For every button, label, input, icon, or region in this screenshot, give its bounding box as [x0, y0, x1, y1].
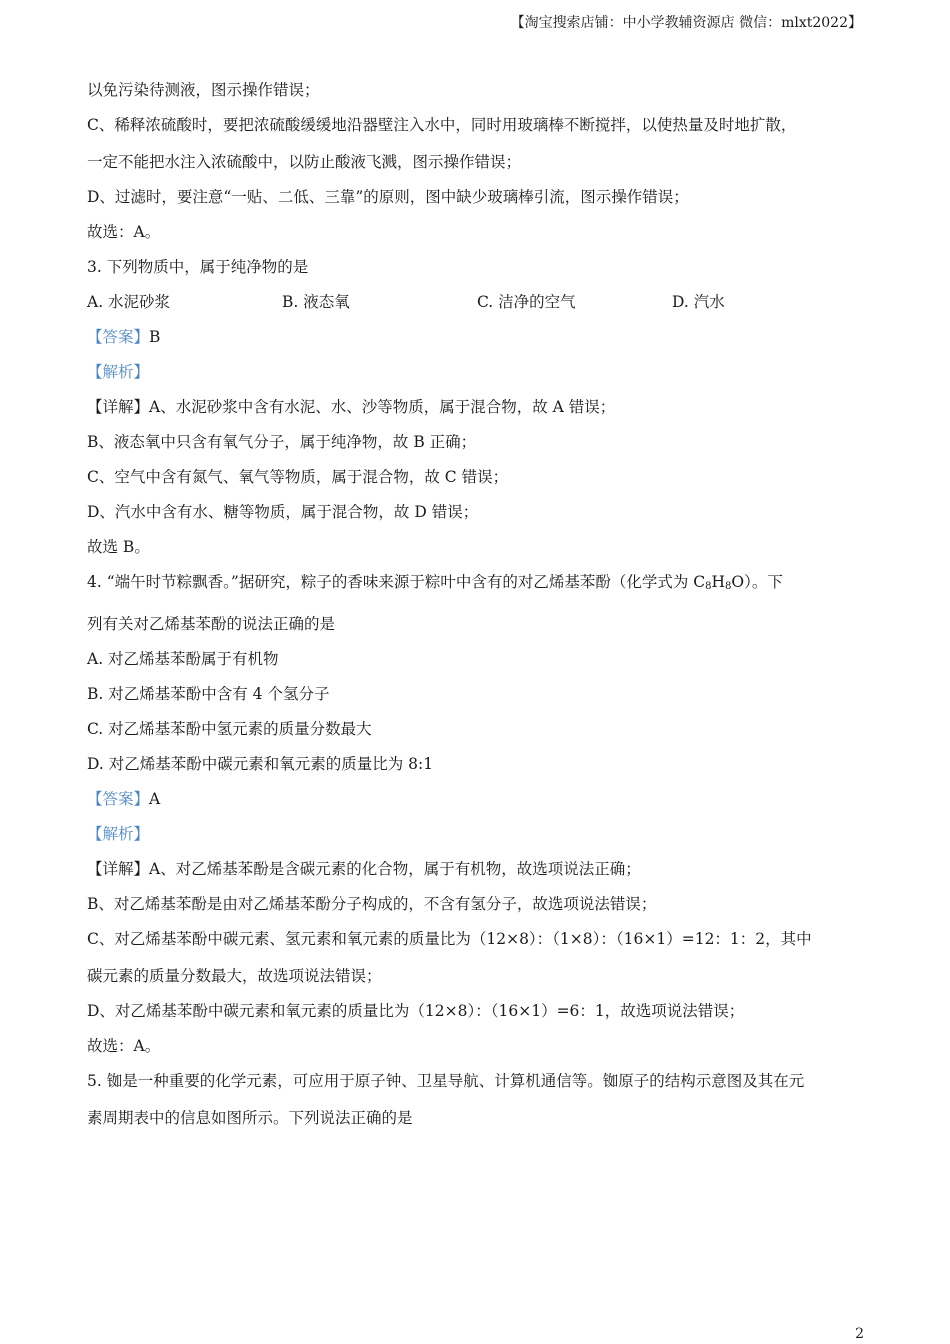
- prev-line-1: 以免污染待测液，图示操作错误；: [87, 81, 320, 99]
- q4-option-b: B. 对乙烯基苯酚中含有 4 个氢分子: [87, 685, 330, 703]
- detail-label: 【详解】: [87, 398, 150, 416]
- q3-option-b: B. 液态氧: [282, 293, 350, 311]
- answer-label: 【答案】: [87, 328, 150, 346]
- q3-stem: 3. 下列物质中，属于纯净物的是: [87, 258, 309, 276]
- prev-line-5: 故选：A。: [87, 223, 161, 241]
- q3-options: [87, 290, 867, 314]
- q4-detail-1: [87, 857, 867, 881]
- q4-option-d: D. 对乙烯基苯酚中碳元素和氧元素的质量比为 8:1: [87, 755, 434, 773]
- q3-detail-3: C、空气中含有氮气、氧气等物质，属于混合物，故 C 错误；: [87, 468, 509, 486]
- document-body: [87, 78, 867, 1130]
- page-header: 【淘宝搜索店铺：中小学教辅资源店 微信：mlxt2022】: [510, 15, 862, 31]
- q3-option-a: A. 水泥砂浆: [87, 293, 171, 311]
- q4-detail-3: C、对乙烯基苯酚中碳元素、氢元素和氧元素的质量比为（12×8）：（1×8）：（16×1）=12：1：2，其中: [87, 930, 812, 948]
- formula-subscript: 8: [725, 581, 732, 592]
- q4-detail-4: 碳元素的质量分数最大，故选项说法错误；: [87, 967, 382, 985]
- detail-text: A、对乙烯基苯酚是含碳元素的化合物，属于有机物，故选项说法正确；: [149, 860, 641, 878]
- page-number: 2: [855, 1326, 864, 1342]
- q4-stem-text: 4. “端午时节粽飘香。”据研究，粽子的香味来源于粽叶中含有的对乙烯基苯酚（化学式为 C: [87, 573, 706, 591]
- formula-subscript: 8: [705, 581, 712, 592]
- q4-conclusion: 故选：A。: [87, 1037, 161, 1055]
- formula-element: H: [711, 573, 726, 591]
- q4-detail-2: B、对乙烯基苯酚是由对乙烯基苯酚分子构成的，不含有氢分子，故选项说法错误；: [87, 895, 657, 913]
- q3-answer: [87, 325, 867, 349]
- q3-option-d: D. 汽水: [672, 293, 725, 311]
- q5-stem-2: 素周期表中的信息如图所示。下列说法正确的是: [87, 1109, 413, 1127]
- q3-conclusion: 故选 B。: [87, 538, 150, 556]
- prev-line-2: C、稀释浓硫酸时，要把浓硫酸缓缓地沿器壁注入水中，同时用玻璃棒不断搅拌，以使热量及时地扩散，: [87, 116, 797, 134]
- q3-analysis-label: 【解析】: [87, 363, 150, 381]
- detail-text: A、水泥砂浆中含有水泥、水、沙等物质，属于混合物，故 A 错误；: [149, 398, 616, 416]
- detail-label: 【详解】: [87, 860, 150, 878]
- q3-option-c: C. 洁净的空气: [477, 293, 576, 311]
- q4-stem-text: O）。下: [731, 573, 783, 591]
- q4-detail-5: D、对乙烯基苯酚中碳元素和氧元素的质量比为（12×8）：（16×1）=6：1，故选项说法错误；: [87, 1002, 745, 1020]
- q3-detail-1: [87, 395, 867, 419]
- answer-label: 【答案】: [87, 790, 150, 808]
- q5-stem-1: 5. 铷是一种重要的化学元素，可应用于原子钟、卫星导航、计算机通信等。铷原子的结构示意图及其在元: [87, 1072, 805, 1090]
- q4-stem-2: 列有关对乙烯基苯酚的说法正确的是: [87, 615, 336, 633]
- q4-analysis-label: 【解析】: [87, 825, 150, 843]
- prev-line-3: 一定不能把水注入浓硫酸中，以防止酸液飞溅，图示操作错误；: [87, 153, 522, 171]
- prev-line-4: D、过滤时，要注意“一贴、二低、三靠”的原则，图中缺少玻璃棒引流，图示操作错误；: [87, 188, 689, 206]
- q3-detail-2: B、液态氧中只含有氧气分子，属于纯净物，故 B 正确；: [87, 433, 477, 451]
- q4-answer: [87, 787, 867, 811]
- q4-option-a: A. 对乙烯基苯酚属于有机物: [87, 650, 279, 668]
- q4-option-c: C. 对乙烯基苯酚中氢元素的质量分数最大: [87, 720, 372, 738]
- answer-value: B: [149, 328, 161, 346]
- q3-detail-4: D、汽水中含有水、糖等物质，属于混合物，故 D 错误；: [87, 503, 479, 521]
- answer-value: A: [149, 790, 161, 808]
- q4-stem-1: [87, 570, 867, 599]
